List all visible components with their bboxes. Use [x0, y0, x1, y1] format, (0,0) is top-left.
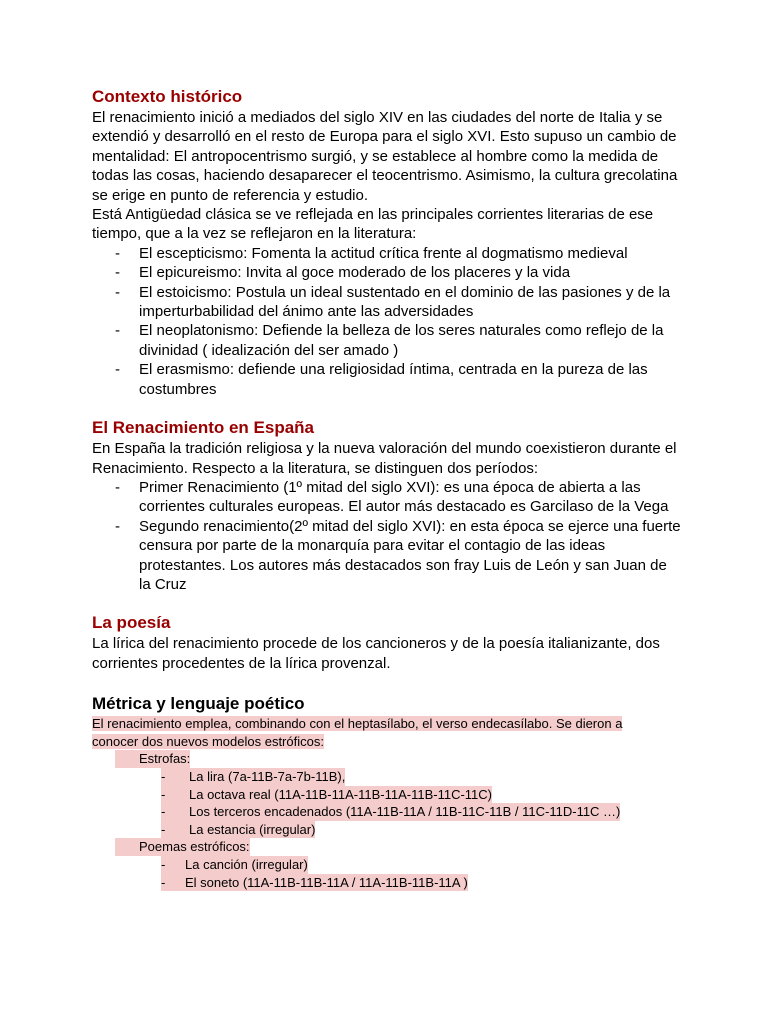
heading-renacimiento-espana: El Renacimiento en España: [92, 418, 315, 438]
metrica-block: [92, 715, 682, 891]
list-item: [92, 768, 682, 786]
list-item-text: El soneto (11A-11B-11B-11A / 11A-11B-11B-11A ): [185, 874, 468, 890]
list-item: [92, 321, 682, 360]
list-item: [92, 478, 682, 517]
list-item: [92, 874, 682, 892]
list-item: [92, 821, 682, 839]
paragraph-poesia-1: La lírica del renacimiento procede de los cancioneros y de la poesía italianizante, dos corrientes procedentes de la lírica provenzal.: [92, 635, 660, 672]
dash-bullet: -: [115, 361, 120, 379]
list-item-text: Los terceros encadenados (11A-11B-11A / 11B-11C-11B / 11C-11D-11C …): [189, 804, 621, 820]
paragraph-contexto-1: El renacimiento inició a mediados del siglo XIV en las ciudades del norte de Italia y se extendió y desarrolló en el resto de Europa para el siglo XVI. Esto supuso un cambio de mentalidad: El antropocentrismo surgió, y se establece al hombre como la medida de todas las cosas, haciendo desaparecer el teocentrismo. Asimismo, la cultura grecolatina se erige en punto de referencia y estudio.: [92, 109, 678, 204]
list-item-text: El estoicismo: Postula un ideal sustentado en el dominio de las pasiones y de la imperturbabilidad del ánimo ante las adversidades: [139, 283, 671, 321]
dash-bullet: -: [115, 283, 120, 301]
dash-bullet: -: [115, 264, 120, 282]
list-item-text: La lira (7a-11B-7a-7b-11B),: [189, 768, 346, 784]
list-item: [92, 803, 682, 821]
list-item-text: El escepticismo: Fomenta la actitud crítica frente al dogmatismo medieval: [139, 244, 628, 262]
list-periodos: [92, 478, 682, 594]
list-item: [92, 283, 682, 322]
document-page: [92, 86, 682, 891]
paragraph-metrica: [92, 715, 672, 750]
heading-contexto-historico: Contexto histórico: [92, 87, 243, 106]
dash-bullet: -: [115, 517, 120, 535]
dash-bullet: -: [161, 874, 187, 892]
list-item-text: El neoplatonismo: Defiende la belleza de los seres naturales como reflejo de la divinidad ( idealización del ser amado ): [139, 322, 664, 359]
list-item-text: Poemas estróficos:: [115, 838, 250, 856]
list-item-estrofas: [92, 750, 682, 768]
list-item-text: Estrofas:: [115, 750, 190, 768]
list-item-text: El epicureismo: Invita al goce moderado de los placeres y la vida: [139, 264, 571, 282]
list-item-text: La octava real (11A-11B-11A-11B-11A-11B-11C-11C): [189, 786, 492, 802]
list-item-text: Segundo renacimiento(2º mitad del siglo XVI): en esta época se ejerce una fuerte censura por parte de la monarquía para evitar el contagio de las ideas protestantes. Los autores más destacados son fray Luis de León y san Juan de la Cruz: [139, 517, 681, 593]
highlighted-text: conocer dos nuevos modelos estróficos:: [92, 733, 324, 749]
list-item: [92, 263, 682, 282]
list-item: [92, 786, 682, 804]
dash-bullet: -: [161, 856, 187, 874]
dash-bullet: -: [115, 478, 120, 496]
dash-bullet: -: [115, 244, 120, 262]
list-corrientes: [92, 244, 682, 399]
list-item-text: El erasmismo: defiende una religiosidad íntima, centrada en la pureza de las costumbres: [139, 361, 648, 398]
list-item: [92, 517, 682, 595]
list-item-text: La canción (irregular): [185, 856, 308, 872]
list-item-poemas: [92, 838, 682, 856]
list-item-text: Primer Renacimiento (1º mitad del siglo XVI): es una época de abierta a las corrientes culturales europeas. El autor más destacado es Garcilaso de la Vega: [139, 478, 669, 516]
dash-bullet: -: [161, 821, 191, 839]
paragraph-espana-1: En España la tradición religiosa y la nueva valoración del mundo coexistieron durante el Renacimiento. Respecto a la literatura, se distinguen dos períodos:: [92, 440, 677, 477]
dash-bullet: -: [115, 322, 120, 340]
dash-bullet: -: [161, 786, 191, 804]
list-item: [92, 856, 682, 874]
highlighted-text: El renacimiento emplea, combinando con el heptasílabo, el verso endecasílabo. Se dieron a: [92, 716, 623, 732]
list-item: [92, 360, 682, 399]
heading-la-poesia: La poesía: [92, 613, 171, 633]
list-item-text: La estancia (irregular): [189, 821, 316, 837]
paragraph-contexto-2: Está Antigüedad clásica se ve reflejada en las principales corrientes literarias de ese tiempo, que a la vez se reflejaron en la literatura:: [92, 206, 654, 243]
dash-bullet: -: [161, 803, 191, 821]
list-item: [92, 244, 682, 263]
heading-metrica: Métrica y lenguaje poético: [92, 694, 305, 714]
dash-bullet: -: [161, 768, 191, 786]
